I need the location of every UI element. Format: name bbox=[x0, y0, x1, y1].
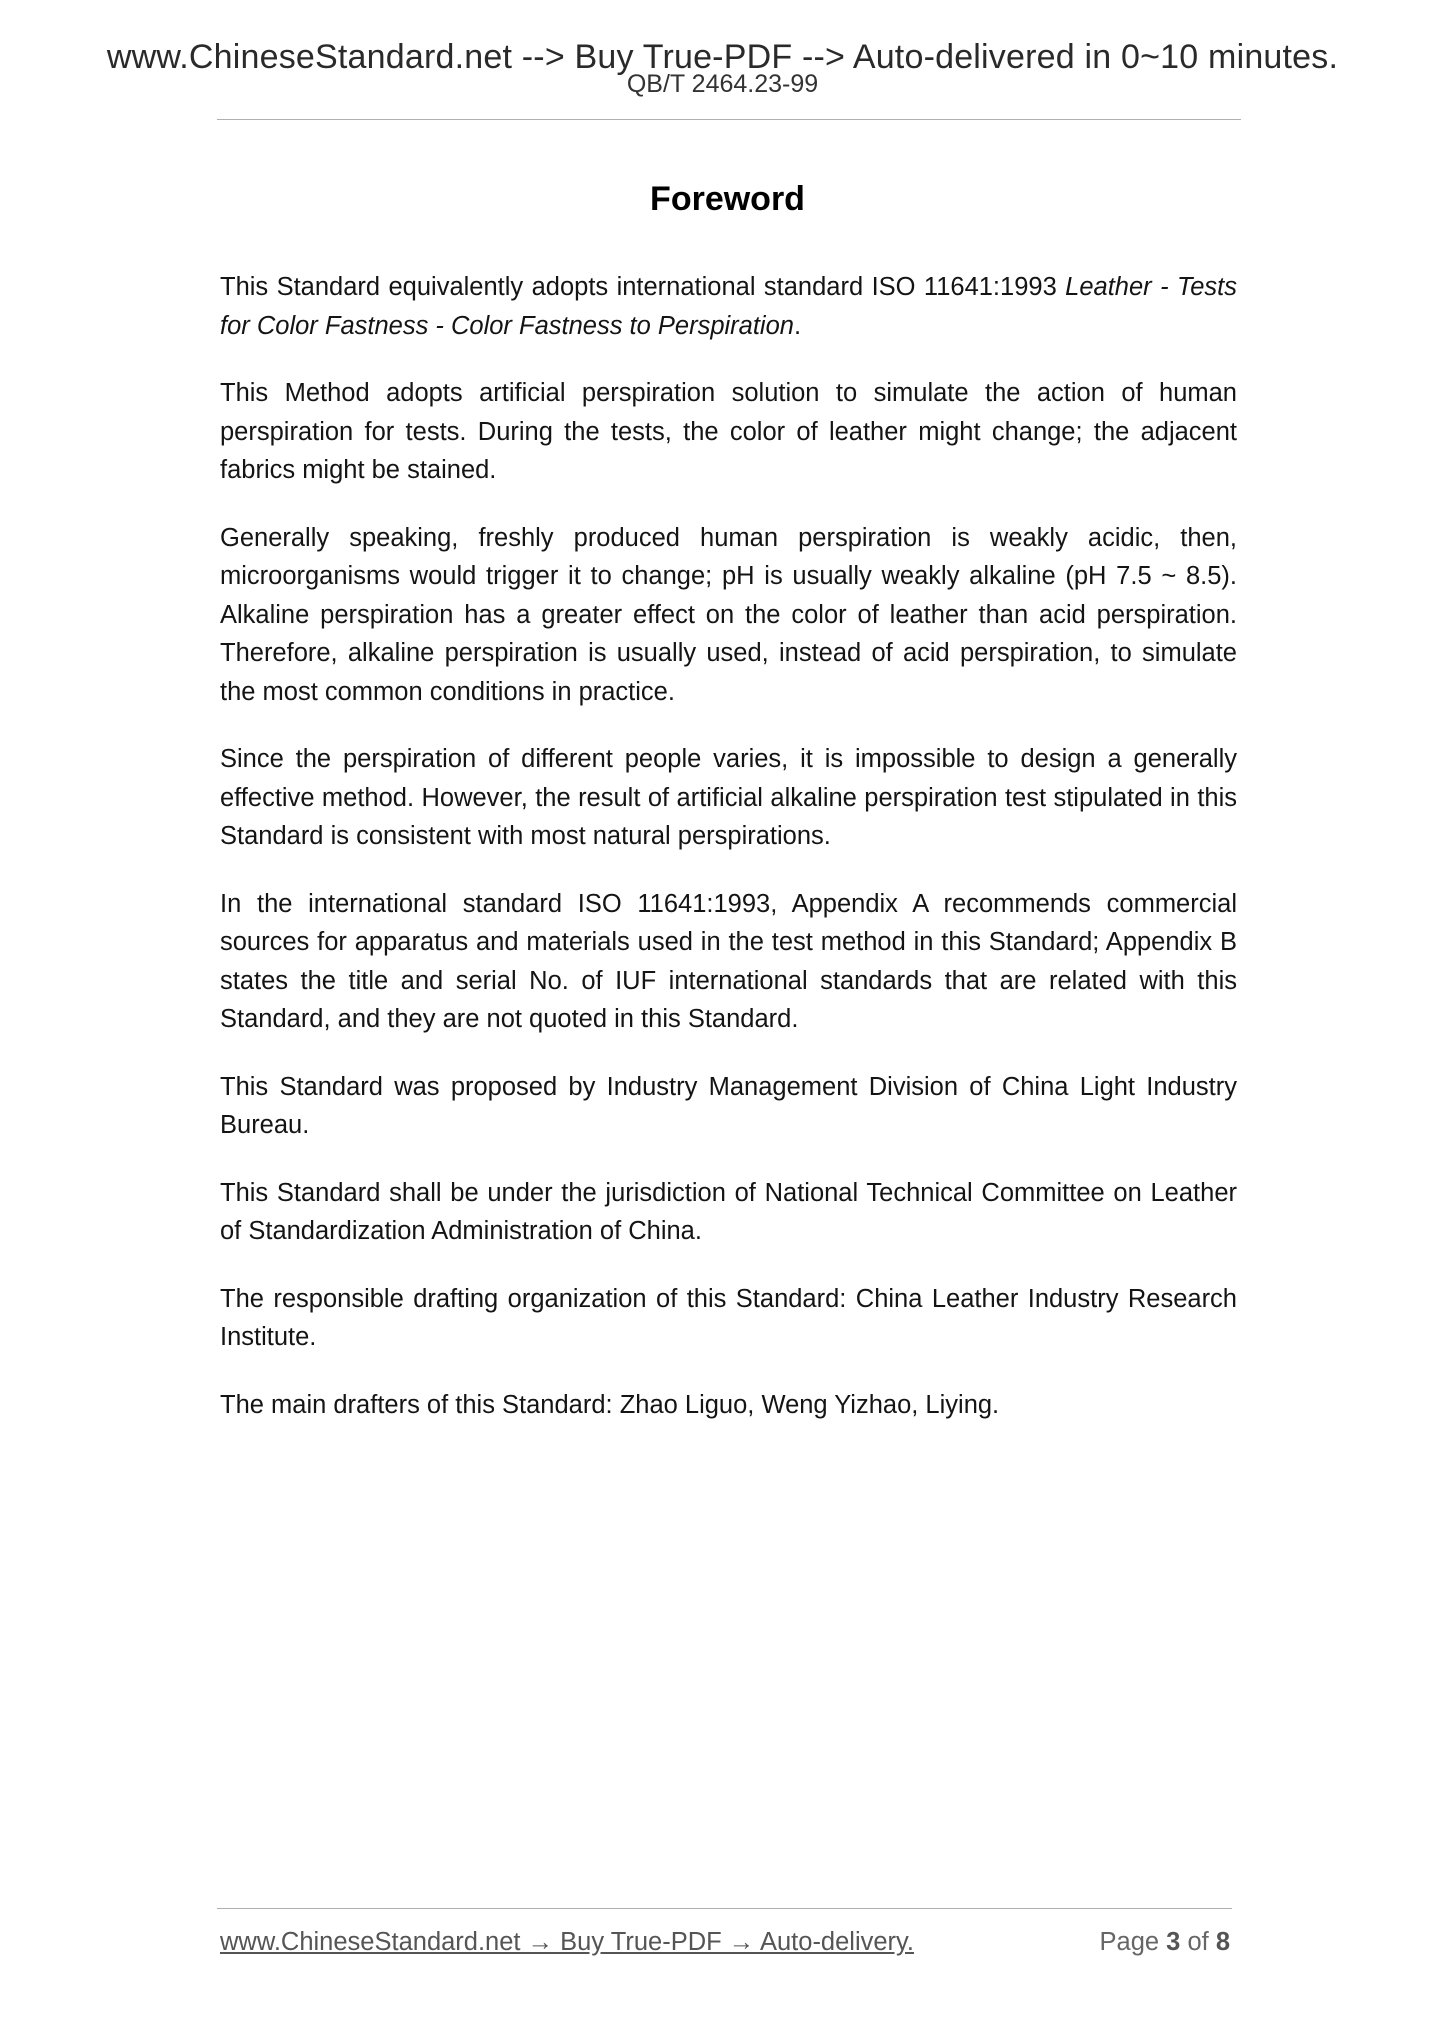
footer-divider bbox=[217, 1908, 1232, 1909]
paragraph-variation: Since the perspiration of different people varies, it is impossible to design a generally effective method. However, the result of artificial alkaline perspiration test stipulated in this Standard is consistent with most natural perspirations. bbox=[220, 745, 1237, 850]
paragraph-adoption-end: . bbox=[793, 311, 802, 340]
foreword-body bbox=[220, 268, 1237, 1453]
document-code: QB/T 2464.23-99 bbox=[626, 70, 819, 98]
paragraph-appendix: In the international standard ISO 11641:1993, Appendix A recommends commercial sources for apparatus and materials used in the test method in this Standard; Appendix B states the title and serial No. of IUF international standards that are related with this Standard, and they are not quoted in this Standard. bbox=[220, 889, 1237, 1033]
paragraph-proposer: This Standard was proposed by Industry Management Division of China Light Industry Bureau. bbox=[220, 1072, 1237, 1139]
header-divider bbox=[217, 119, 1241, 120]
page-title: Foreword bbox=[650, 180, 805, 218]
paragraph-drafting-organization: The responsible drafting organization of this Standard: China Leather Industry Research Institute. bbox=[220, 1284, 1237, 1351]
page-of-label: of bbox=[1187, 1928, 1209, 1956]
referenced-standard-title: Leather - Tests for Color Fastness - Color Fastness to Perspiration bbox=[220, 273, 1237, 340]
footer-store-link[interactable]: www.ChineseStandard.net → Buy True-PDF → Auto-delivery. bbox=[220, 1928, 914, 1956]
paragraph-adoption bbox=[220, 268, 1237, 345]
page-current: 3 bbox=[1166, 1928, 1181, 1956]
page-indicator bbox=[1100, 1928, 1231, 1957]
paragraph-adoption-text: This Standard equivalently adopts international standard ISO 11641:1993 bbox=[220, 273, 1066, 301]
page-label: Page bbox=[1099, 1928, 1160, 1956]
paragraph-method: This Method adopts artificial perspiration solution to simulate the action of human perspiration for tests. During the tests, the color of leather might change; the adjacent fabrics might be stained. bbox=[220, 379, 1237, 484]
top-banner: www.ChineseStandard.net --> Buy True-PDF --> Auto-delivered in 0~10 minutes. bbox=[106, 38, 1339, 76]
paragraph-jurisdiction: This Standard shall be under the jurisdiction of National Technical Committee on Leather of Standardization Administration of China. bbox=[220, 1178, 1237, 1245]
paragraph-perspiration-ph: Generally speaking, freshly produced human perspiration is weakly acidic, then, microorganisms would trigger it to change; pH is usually weakly alkaline (pH 7.5 ~ 8.5). Alkaline perspiration has a greater effect on the color of leather than acid perspiration. Therefore, alkaline perspiration is usually used, instead of acid perspiration, to simulate the most common conditions in practice. bbox=[220, 523, 1237, 706]
paragraph-drafters: The main drafters of this Standard: Zhao Liguo, Weng Yizhao, Liying. bbox=[220, 1390, 1000, 1419]
page-total: 8 bbox=[1215, 1928, 1230, 1956]
